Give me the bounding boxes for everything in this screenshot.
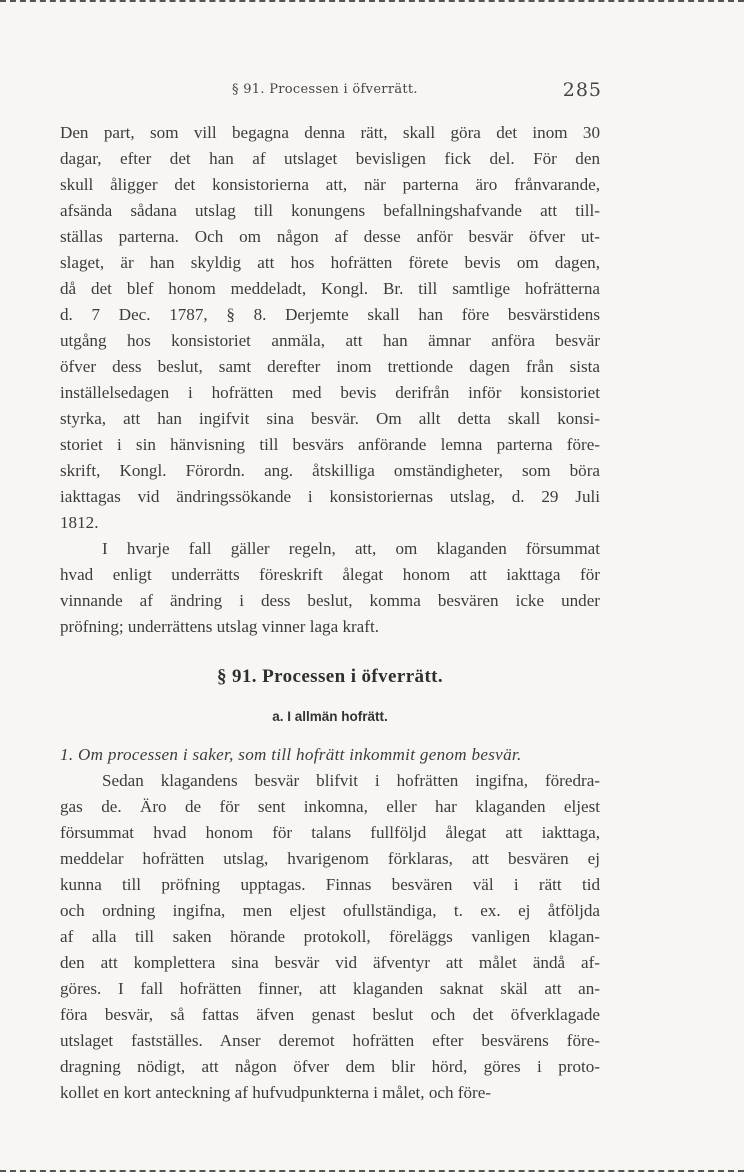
text-line: skull åligger det konsistorierna att, när parterna äro frånvarande,	[60, 175, 600, 194]
text-line: slaget, är han skyldig att hos hofrätten förete bevis om dagen,	[60, 253, 600, 272]
text-line: ställas parterna. Och om någon af desse anför besvär öfver ut-	[60, 227, 600, 246]
text-line: föra besvär, så fattas äfven genast beslut och det öfverklagade	[60, 1005, 600, 1024]
text-line: gas de. Äro de för sent inkomna, eller har klaganden eljest	[60, 797, 600, 816]
text-line: öfver dess beslut, samt derefter inom trettionde dagen från sista	[60, 357, 600, 376]
text-line: då det blef honom meddeladt, Kongl. Br. till samtlige hofrätterna	[60, 279, 600, 298]
text-line: den att komplettera sina besvär vid äfventyr att målet ändå af-	[60, 953, 600, 972]
text-line: I hvarje fall gäller regeln, att, om klaganden försummat	[102, 539, 600, 558]
text-line: hvad enligt underrätts föreskrift ålegat honom att iakttaga för	[60, 565, 600, 584]
text-line: afsända sådana utslag till konungens befallningshafvande att till-	[60, 201, 600, 220]
text-line: 1812.	[60, 513, 99, 532]
paragraph-1	[60, 120, 600, 536]
text-line: försummat hvad honom för talans fullföljd ålegat att iakttaga,	[60, 823, 600, 842]
text-line: Den part, som vill begagna denna rätt, skall göra det inom 30	[60, 123, 600, 142]
page-number: 285	[562, 79, 602, 101]
text-line: dragning nödigt, att någon öfver dem blir hörd, göres i proto-	[60, 1057, 600, 1076]
page-body	[60, 120, 600, 1106]
text-line: kollet en kort anteckning af hufvudpunkterna i målet, och före-	[60, 1083, 491, 1102]
text-line: inställelsedagen i hofrätten med bevis derifrån inför konsistoriet	[60, 383, 600, 402]
text-line: utslaget fastställes. Anser deremot hofrätten efter besvärens före-	[60, 1031, 600, 1050]
text-line: af alla till saken hörande protokoll, föreläggs vanligen klagan-	[60, 927, 600, 946]
text-line: dagar, efter det han af utslaget bevisligen fick del. För den	[60, 149, 600, 168]
paragraph-2	[60, 536, 600, 640]
running-title: § 91. Processen i öfverrätt.	[232, 82, 418, 97]
text-line: vinnande af ändring i dess beslut, komma besvären icke under	[60, 591, 600, 610]
text-line: styrka, att han ingifvit sina besvär. Om allt detta skall konsi-	[60, 409, 600, 428]
section-heading: § 91. Processen i öfverrätt.	[216, 666, 444, 687]
text-line: skrift, Kongl. Förordn. ang. åtskilliga omständigheter, som böra	[60, 461, 600, 480]
sub-heading: a. I allmän hofrätt.	[272, 709, 388, 724]
text-line: meddelar hofrätten utslag, hvarigenom förklaras, att besvären ej	[60, 849, 600, 868]
paragraph-3	[60, 768, 600, 1106]
running-header	[232, 79, 602, 101]
text-line: iakttagas vid ändringssökande i konsistoriernas utslag, d. 29 Juli	[60, 487, 600, 506]
bottom-scan-border	[0, 1167, 744, 1172]
text-line: Sedan klagandens besvär blifvit i hofrätten ingifna, föredra-	[102, 771, 600, 790]
text-line: storiet i sin hänvisning till besvärs anförande lemna parterna före-	[60, 435, 600, 454]
text-line: d. 7 Dec. 1787, § 8. Derjemte skall han före besvärstidens	[60, 305, 600, 324]
sub-sub-heading: 1. Om processen i saker, som till hofrätt inkommit genom besvär.	[60, 745, 522, 764]
text-line: pröfning; underrättens utslag vinner laga kraft.	[60, 617, 379, 636]
text-line: kunna till pröfning upptagas. Finnas besvären väl i rätt tid	[60, 875, 600, 894]
top-scan-border	[0, 0, 744, 5]
text-line: och ordning ingifna, men eljest ofullständiga, t. ex. ej åtföljda	[60, 901, 600, 920]
text-line: göres. I fall hofrätten finner, att klaganden saknat skäl att an-	[60, 979, 600, 998]
text-line: utgång hos konsistoriet anmäla, att han ämnar anföra besvär	[60, 331, 600, 350]
